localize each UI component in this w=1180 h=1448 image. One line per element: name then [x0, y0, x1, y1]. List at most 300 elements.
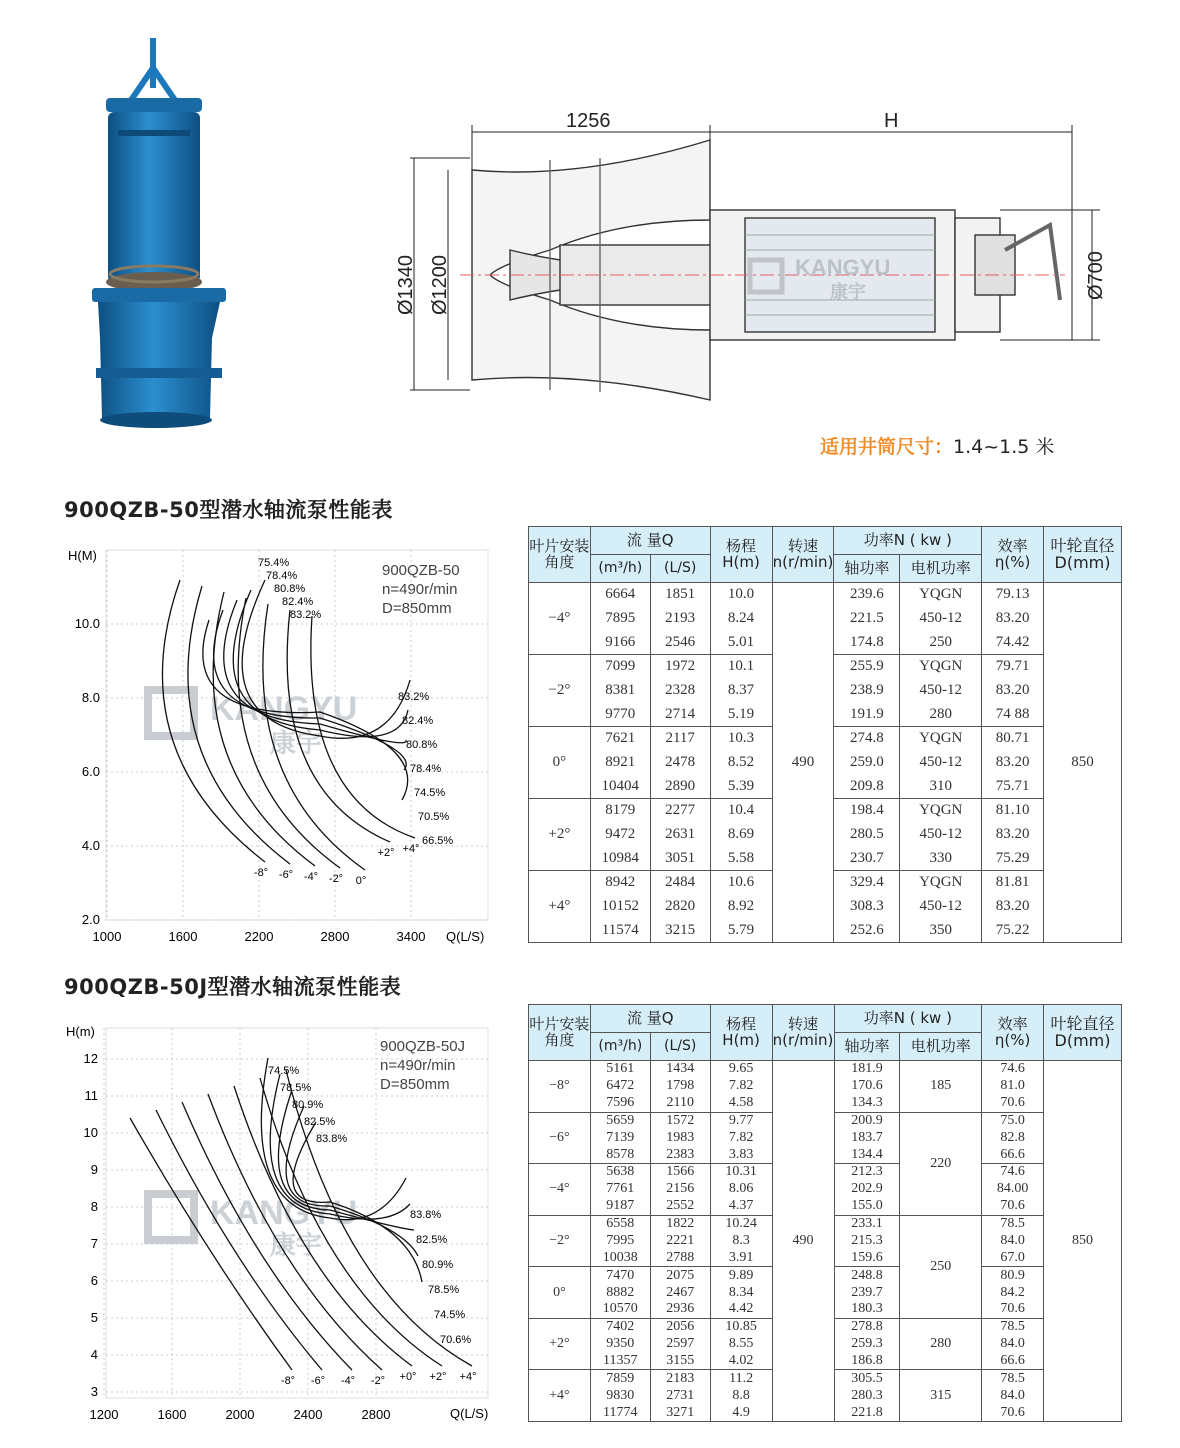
chart2-angle-label: -6°: [310, 1375, 326, 1387]
cell-ls: 2156: [650, 1181, 710, 1198]
cell-eff: 83.20: [982, 679, 1044, 703]
chart1-xtick: 2800: [320, 929, 350, 944]
cell-ls: 2193: [650, 607, 710, 631]
cell-m3h: 9770: [590, 703, 650, 727]
cell-eff: 74.42: [982, 631, 1044, 655]
chart2-angle-label: +0°: [399, 1371, 417, 1383]
cell-m3h: 8921: [590, 751, 650, 775]
cell-angle: +4°: [529, 1370, 591, 1422]
chart1-eff-right-label: 74.5%: [414, 787, 446, 799]
cell-diameter: 850: [1044, 583, 1122, 943]
cell-m3h: 5161: [590, 1061, 650, 1078]
chart1-eff-top-label: 78.4%: [266, 570, 298, 582]
cell-head: 5.19: [710, 703, 772, 727]
chart2-xtick: 2800: [361, 1407, 391, 1422]
cell-motor: 450-12: [900, 679, 982, 703]
cell-shaft: 202.9: [834, 1181, 900, 1198]
th-dia: 叶轮直径D(mm): [1044, 527, 1122, 583]
cell-head: 3.83: [710, 1146, 772, 1163]
cell-head: 8.69: [710, 823, 772, 847]
chart1-angle-label: +4°: [402, 843, 420, 855]
chart1-eff-right-label: 70.5%: [418, 811, 450, 823]
cell-m3h: 9350: [590, 1336, 650, 1353]
chart1-eff-top-label: 75.4%: [258, 557, 290, 569]
cell-angle: 0°: [529, 727, 591, 799]
cell-head: 4.02: [710, 1353, 772, 1370]
cell-eff: 75.71: [982, 775, 1044, 799]
cell-head: 8.8: [710, 1387, 772, 1404]
chart2-eff-right-label: 74.5%: [434, 1309, 466, 1321]
cell-shaft: 186.8: [834, 1353, 900, 1370]
cell-m3h: 10984: [590, 847, 650, 871]
cell-ls: 2731: [650, 1387, 710, 1404]
cell-shaft: 274.8: [834, 727, 900, 751]
cell-shaft: 209.8: [834, 775, 900, 799]
cell-ls: 2075: [650, 1267, 710, 1284]
dimension-drawing: [395, 100, 1120, 410]
chart1-eff-right-label: 66.5%: [422, 835, 454, 847]
cell-m3h: 8942: [590, 871, 650, 895]
dia-inner: Ø1200: [429, 254, 451, 315]
dia-motor: Ø700: [1085, 251, 1107, 300]
dim-length: 1256: [566, 110, 611, 132]
cell-shaft: 155.0: [834, 1198, 900, 1215]
cell-ls: 2328: [650, 679, 710, 703]
chart2-angle-label: +4°: [459, 1371, 477, 1383]
cell-shaft: 215.3: [834, 1232, 900, 1249]
cell-angle: −6°: [529, 1112, 591, 1164]
cell-shaft: 200.9: [834, 1112, 900, 1129]
chart1-ytick: 2.0: [81, 912, 100, 927]
cell-shaft: 255.9: [834, 655, 900, 679]
cell-motor: 315: [900, 1370, 982, 1422]
cell-m3h: 8179: [590, 799, 650, 823]
cell-motor: 450-12: [900, 823, 982, 847]
chart1-xtick: 2200: [244, 929, 274, 944]
pump-photo: [82, 38, 242, 438]
chart2-eff-top-label: 78.5%: [280, 1082, 312, 1094]
chart1-watermark: KANGYU: [210, 690, 358, 728]
cell-ls: 3271: [650, 1404, 710, 1421]
cell-ls: 2631: [650, 823, 710, 847]
cell-shaft: 278.8: [834, 1318, 900, 1335]
chart1-ylabel: H(M): [68, 548, 97, 563]
cell-ls: 1972: [650, 655, 710, 679]
chart1-ytick: 10.0: [74, 616, 100, 631]
th2-flow: 流 量Q: [590, 1005, 710, 1033]
cell-eff: 81.10: [982, 799, 1044, 823]
cell-motor: YQGN: [900, 871, 982, 895]
cell-shaft: 134.3: [834, 1095, 900, 1112]
cell-m3h: 7099: [590, 655, 650, 679]
chart1-diameter: D=850mm: [382, 600, 452, 617]
cell-eff: 67.0: [982, 1250, 1044, 1267]
chart2-xtick: 2400: [293, 1407, 323, 1422]
cell-ls: 3215: [650, 919, 710, 943]
cell-angle: 0°: [529, 1267, 591, 1319]
th2-power: 功率N ( kw ): [834, 1005, 982, 1033]
cell-eff: 66.6: [982, 1353, 1044, 1370]
table1-row: [529, 583, 1122, 607]
chart2-ytick: 6: [90, 1273, 98, 1288]
th-m3h: (m³/h): [590, 555, 650, 583]
chart2-ytick: 7: [90, 1236, 98, 1251]
th-flow: 流 量Q: [590, 527, 710, 555]
chart2-xtick: 1600: [157, 1407, 187, 1422]
chart2-eff-right-label: 80.9%: [422, 1259, 454, 1271]
chart2: [60, 1018, 500, 1428]
chart1-angle-label: 0°: [355, 875, 367, 887]
chart2-eff-right-label: 70.6%: [440, 1334, 472, 1346]
cell-ls: 1851: [650, 583, 710, 607]
cell-head: 10.6: [710, 871, 772, 895]
cell-shaft: 280.5: [834, 823, 900, 847]
cell-ls: 2484: [650, 871, 710, 895]
cell-ls: 2890: [650, 775, 710, 799]
cell-m3h: 10038: [590, 1250, 650, 1267]
cell-shaft: 233.1: [834, 1215, 900, 1232]
section2-title: 900QZB-50J型潜水轴流泵性能表: [64, 975, 402, 999]
th-power: 功率N ( kw ): [834, 527, 982, 555]
chart2-model: 900QZB-50J: [380, 1038, 466, 1055]
cell-motor: 280: [900, 1318, 982, 1370]
chart2-ytick: 4: [90, 1347, 98, 1362]
chart2-xtick: 2000: [225, 1407, 255, 1422]
cell-eff: 70.6: [982, 1404, 1044, 1421]
cell-head: 8.92: [710, 895, 772, 919]
cell-m3h: 7596: [590, 1095, 650, 1112]
cell-head: 8.37: [710, 679, 772, 703]
performance-table-1: [528, 526, 1122, 943]
cell-shaft: 239.7: [834, 1284, 900, 1301]
cell-m3h: 7470: [590, 1267, 650, 1284]
th2-m3h: (m³/h): [590, 1033, 650, 1061]
cell-motor: 330: [900, 847, 982, 871]
cell-eff: 66.6: [982, 1146, 1044, 1163]
cell-motor: 220: [900, 1112, 982, 1215]
cell-head: 11.2: [710, 1370, 772, 1387]
cell-angle: −4°: [529, 1164, 591, 1216]
chart1-eff-right-label: 83.2%: [398, 691, 430, 703]
cell-motor: YQGN: [900, 583, 982, 607]
cell-angle: −4°: [529, 583, 591, 655]
cell-motor: YQGN: [900, 655, 982, 679]
cell-ls: 2383: [650, 1146, 710, 1163]
cell-motor: 250: [900, 1215, 982, 1318]
cell-shaft: 259.3: [834, 1336, 900, 1353]
cell-ls: 2221: [650, 1232, 710, 1249]
dia-outer: Ø1340: [395, 254, 417, 315]
cell-head: 7.82: [710, 1078, 772, 1095]
cell-shaft: 239.6: [834, 583, 900, 607]
cell-eff: 84.0: [982, 1232, 1044, 1249]
cell-m3h: 9166: [590, 631, 650, 655]
chart1-ytick: 8.0: [81, 690, 100, 705]
cell-eff: 78.5: [982, 1215, 1044, 1232]
cell-m3h: 6558: [590, 1215, 650, 1232]
th-head: 杨程H(m): [710, 527, 772, 583]
cell-eff: 83.20: [982, 607, 1044, 631]
cell-shaft: 134.4: [834, 1146, 900, 1163]
cell-m3h: 8578: [590, 1146, 650, 1163]
cell-motor: YQGN: [900, 727, 982, 751]
cell-motor: 350: [900, 919, 982, 943]
cell-head: 9.89: [710, 1267, 772, 1284]
cell-head: 8.06: [710, 1181, 772, 1198]
cell-angle: +2°: [529, 799, 591, 871]
cell-angle: +4°: [529, 871, 591, 943]
chart2-speed: n=490r/min: [380, 1057, 456, 1074]
cell-shaft: 221.8: [834, 1404, 900, 1421]
cell-m3h: 11574: [590, 919, 650, 943]
cell-shaft: 238.9: [834, 679, 900, 703]
cell-eff: 70.6: [982, 1198, 1044, 1215]
chart2-angle-label: +2°: [429, 1371, 447, 1383]
chart2-eff-right-label: 83.8%: [410, 1209, 442, 1221]
chart2-eff-top-label: 80.9%: [292, 1099, 324, 1111]
cell-eff: 74.6: [982, 1164, 1044, 1181]
cell-eff: 84.00: [982, 1181, 1044, 1198]
cell-ls: 2183: [650, 1370, 710, 1387]
cell-shaft: 221.5: [834, 607, 900, 631]
cell-angle: −8°: [529, 1061, 591, 1113]
chart2-ytick: 12: [83, 1051, 98, 1066]
chart2-eff-top-label: 83.8%: [316, 1133, 348, 1145]
cell-eff: 78.5: [982, 1370, 1044, 1387]
cell-ls: 2936: [650, 1301, 710, 1318]
chart1-ytick: 6.0: [81, 764, 100, 779]
cell-motor: 280: [900, 703, 982, 727]
cell-head: 8.24: [710, 607, 772, 631]
cell-ls: 2478: [650, 751, 710, 775]
chart2-eff-top-label: 82.5%: [304, 1116, 336, 1128]
well-size: [820, 432, 1054, 459]
cell-shaft: 181.9: [834, 1061, 900, 1078]
cell-ls: 2056: [650, 1318, 710, 1335]
cell-head: 4.9: [710, 1404, 772, 1421]
th2-angle: 叶片安装角度: [529, 1005, 591, 1061]
cell-motor: 450-12: [900, 607, 982, 631]
cell-m3h: 10570: [590, 1301, 650, 1318]
cell-eff: 80.71: [982, 727, 1044, 751]
cell-ls: 2820: [650, 895, 710, 919]
cell-angle: −2°: [529, 1215, 591, 1267]
chart2-ytick: 3: [90, 1384, 98, 1399]
cell-eff: 74.6: [982, 1061, 1044, 1078]
cell-m3h: 8381: [590, 679, 650, 703]
th2-head: 杨程H(m): [710, 1005, 772, 1061]
drawing-watermark: KANGYU: [795, 255, 891, 280]
cell-m3h: 9830: [590, 1387, 650, 1404]
chart1-eff-right-label: 78.4%: [410, 763, 442, 775]
chart1-angle-label: +2°: [377, 847, 395, 859]
cell-ls: 3051: [650, 847, 710, 871]
cell-eff: 81.81: [982, 871, 1044, 895]
cell-m3h: 8882: [590, 1284, 650, 1301]
cell-motor: 250: [900, 631, 982, 655]
cell-ls: 1434: [650, 1061, 710, 1078]
cell-angle: +2°: [529, 1318, 591, 1370]
th-ls: (L/S): [650, 555, 710, 583]
chart2-xtick: 1200: [89, 1407, 119, 1422]
chart1-eff-top-label: 80.8%: [274, 583, 306, 595]
cell-head: 9.65: [710, 1061, 772, 1078]
chart1-angle-label: -8°: [253, 867, 269, 879]
well-size-label: 适用井筒尺寸：: [820, 436, 954, 458]
dim-H: H: [884, 110, 899, 132]
th2-shaft: 轴功率: [834, 1033, 900, 1061]
cell-head: 7.82: [710, 1129, 772, 1146]
cell-head: 8.3: [710, 1232, 772, 1249]
cell-speed: 490: [772, 583, 834, 943]
cell-m3h: 10404: [590, 775, 650, 799]
cell-ls: 2546: [650, 631, 710, 655]
drawing-watermark-cn: 康宇: [830, 282, 866, 302]
cell-shaft: 259.0: [834, 751, 900, 775]
chart2-angle-label: -2°: [370, 1375, 386, 1387]
chart2-angle-label: -8°: [280, 1375, 296, 1387]
chart1-eff-top-label: 82.4%: [282, 596, 314, 608]
cell-eff: 70.6: [982, 1095, 1044, 1112]
cell-ls: 2552: [650, 1198, 710, 1215]
th2-motor: 电机功率: [900, 1033, 982, 1061]
cell-motor: 450-12: [900, 751, 982, 775]
th-angle: 叶片安装角度: [529, 527, 591, 583]
cell-head: 9.77: [710, 1112, 772, 1129]
cell-head: 10.24: [710, 1215, 772, 1232]
cell-ls: 1822: [650, 1215, 710, 1232]
th-speed: 转速n(r/min): [772, 527, 834, 583]
cell-head: 10.85: [710, 1318, 772, 1335]
cell-ls: 2467: [650, 1284, 710, 1301]
cell-shaft: 191.9: [834, 703, 900, 727]
chart1-angle-label: -4°: [303, 871, 319, 883]
cell-ls: 2714: [650, 703, 710, 727]
cell-head: 10.0: [710, 583, 772, 607]
cell-shaft: 174.8: [834, 631, 900, 655]
cell-m3h: 5638: [590, 1164, 650, 1181]
chart2-ytick: 10: [83, 1125, 98, 1140]
cell-motor: 185: [900, 1061, 982, 1113]
cell-head: 8.52: [710, 751, 772, 775]
cell-m3h: 11357: [590, 1353, 650, 1370]
chart2-diameter: D=850mm: [380, 1076, 450, 1093]
th-eff: 效率η(%): [982, 527, 1044, 583]
cell-m3h: 6472: [590, 1078, 650, 1095]
section1-title: 900QZB-50型潜水轴流泵性能表: [64, 498, 393, 522]
cell-eff: 74 88: [982, 703, 1044, 727]
th2-dia: 叶轮直径D(mm): [1044, 1005, 1122, 1061]
cell-head: 8.55: [710, 1336, 772, 1353]
chart2-eff-right-label: 82.5%: [416, 1234, 448, 1246]
chart2-ylabel: H(m): [66, 1024, 95, 1039]
cell-shaft: 329.4: [834, 871, 900, 895]
well-size-value: 1.4~1.5 米: [953, 436, 1055, 458]
cell-ls: 2110: [650, 1095, 710, 1112]
cell-head: 4.58: [710, 1095, 772, 1112]
cell-head: 10.31: [710, 1164, 772, 1181]
chart1-angle-label: -6°: [278, 869, 294, 881]
chart1-angle-label: -2°: [328, 873, 344, 885]
th2-eff: 效率η(%): [982, 1005, 1044, 1061]
cell-eff: 75.0: [982, 1112, 1044, 1129]
chart2-watermark: KANGYU: [210, 1194, 358, 1232]
cell-m3h: 7995: [590, 1232, 650, 1249]
cell-m3h: 9187: [590, 1198, 650, 1215]
cell-head: 10.1: [710, 655, 772, 679]
cell-eff: 83.20: [982, 751, 1044, 775]
cell-head: 5.79: [710, 919, 772, 943]
cell-eff: 70.6: [982, 1301, 1044, 1318]
cell-shaft: 183.7: [834, 1129, 900, 1146]
cell-eff: 83.20: [982, 823, 1044, 847]
cell-head: 4.42: [710, 1301, 772, 1318]
cell-eff: 78.5: [982, 1318, 1044, 1335]
cell-shaft: 159.6: [834, 1250, 900, 1267]
cell-eff: 80.9: [982, 1267, 1044, 1284]
cell-head: 5.58: [710, 847, 772, 871]
cell-m3h: 6664: [590, 583, 650, 607]
cell-shaft: 198.4: [834, 799, 900, 823]
cell-m3h: 9472: [590, 823, 650, 847]
cell-m3h: 7139: [590, 1129, 650, 1146]
cell-eff: 75.29: [982, 847, 1044, 871]
cell-head: 5.39: [710, 775, 772, 799]
chart1-ytick: 4.0: [81, 838, 100, 853]
cell-m3h: 7621: [590, 727, 650, 751]
cell-shaft: 305.5: [834, 1370, 900, 1387]
cell-ls: 1798: [650, 1078, 710, 1095]
cell-eff: 82.8: [982, 1129, 1044, 1146]
cell-m3h: 10152: [590, 895, 650, 919]
performance-table-2: [528, 1004, 1122, 1422]
cell-eff: 84.2: [982, 1284, 1044, 1301]
cell-shaft: 248.8: [834, 1267, 900, 1284]
cell-eff: 79.71: [982, 655, 1044, 679]
cell-head: 10.3: [710, 727, 772, 751]
chart1-xtick: 1600: [168, 929, 198, 944]
cell-m3h: 7859: [590, 1370, 650, 1387]
chart1-xlabel: Q(L/S): [446, 929, 485, 944]
cell-head: 3.91: [710, 1250, 772, 1267]
cell-m3h: 11774: [590, 1404, 650, 1421]
chart2-ytick: 9: [90, 1162, 98, 1177]
cell-motor: YQGN: [900, 799, 982, 823]
cell-eff: 81.0: [982, 1078, 1044, 1095]
cell-m3h: 7761: [590, 1181, 650, 1198]
cell-shaft: 212.3: [834, 1164, 900, 1181]
chart2-ytick: 11: [84, 1088, 98, 1103]
cell-eff: 79.13: [982, 583, 1044, 607]
cell-shaft: 252.6: [834, 919, 900, 943]
cell-ls: 3155: [650, 1353, 710, 1370]
chart1-eff-top-label: 83.2%: [290, 609, 322, 621]
cell-head: 8.34: [710, 1284, 772, 1301]
cell-ls: 2788: [650, 1250, 710, 1267]
cell-shaft: 230.7: [834, 847, 900, 871]
chart1-xtick: 1000: [92, 929, 122, 944]
chart2-watermark-cn: 康宇: [270, 1230, 323, 1260]
table2-row: [529, 1061, 1122, 1078]
chart1-watermark-cn: 康宇: [270, 728, 323, 758]
cell-eff: 84.0: [982, 1387, 1044, 1404]
cell-head: 10.4: [710, 799, 772, 823]
th2-speed: 转速n(r/min): [772, 1005, 834, 1061]
cell-ls: 1572: [650, 1112, 710, 1129]
cell-shaft: 280.3: [834, 1387, 900, 1404]
cell-m3h: 7895: [590, 607, 650, 631]
cell-eff: 75.22: [982, 919, 1044, 943]
